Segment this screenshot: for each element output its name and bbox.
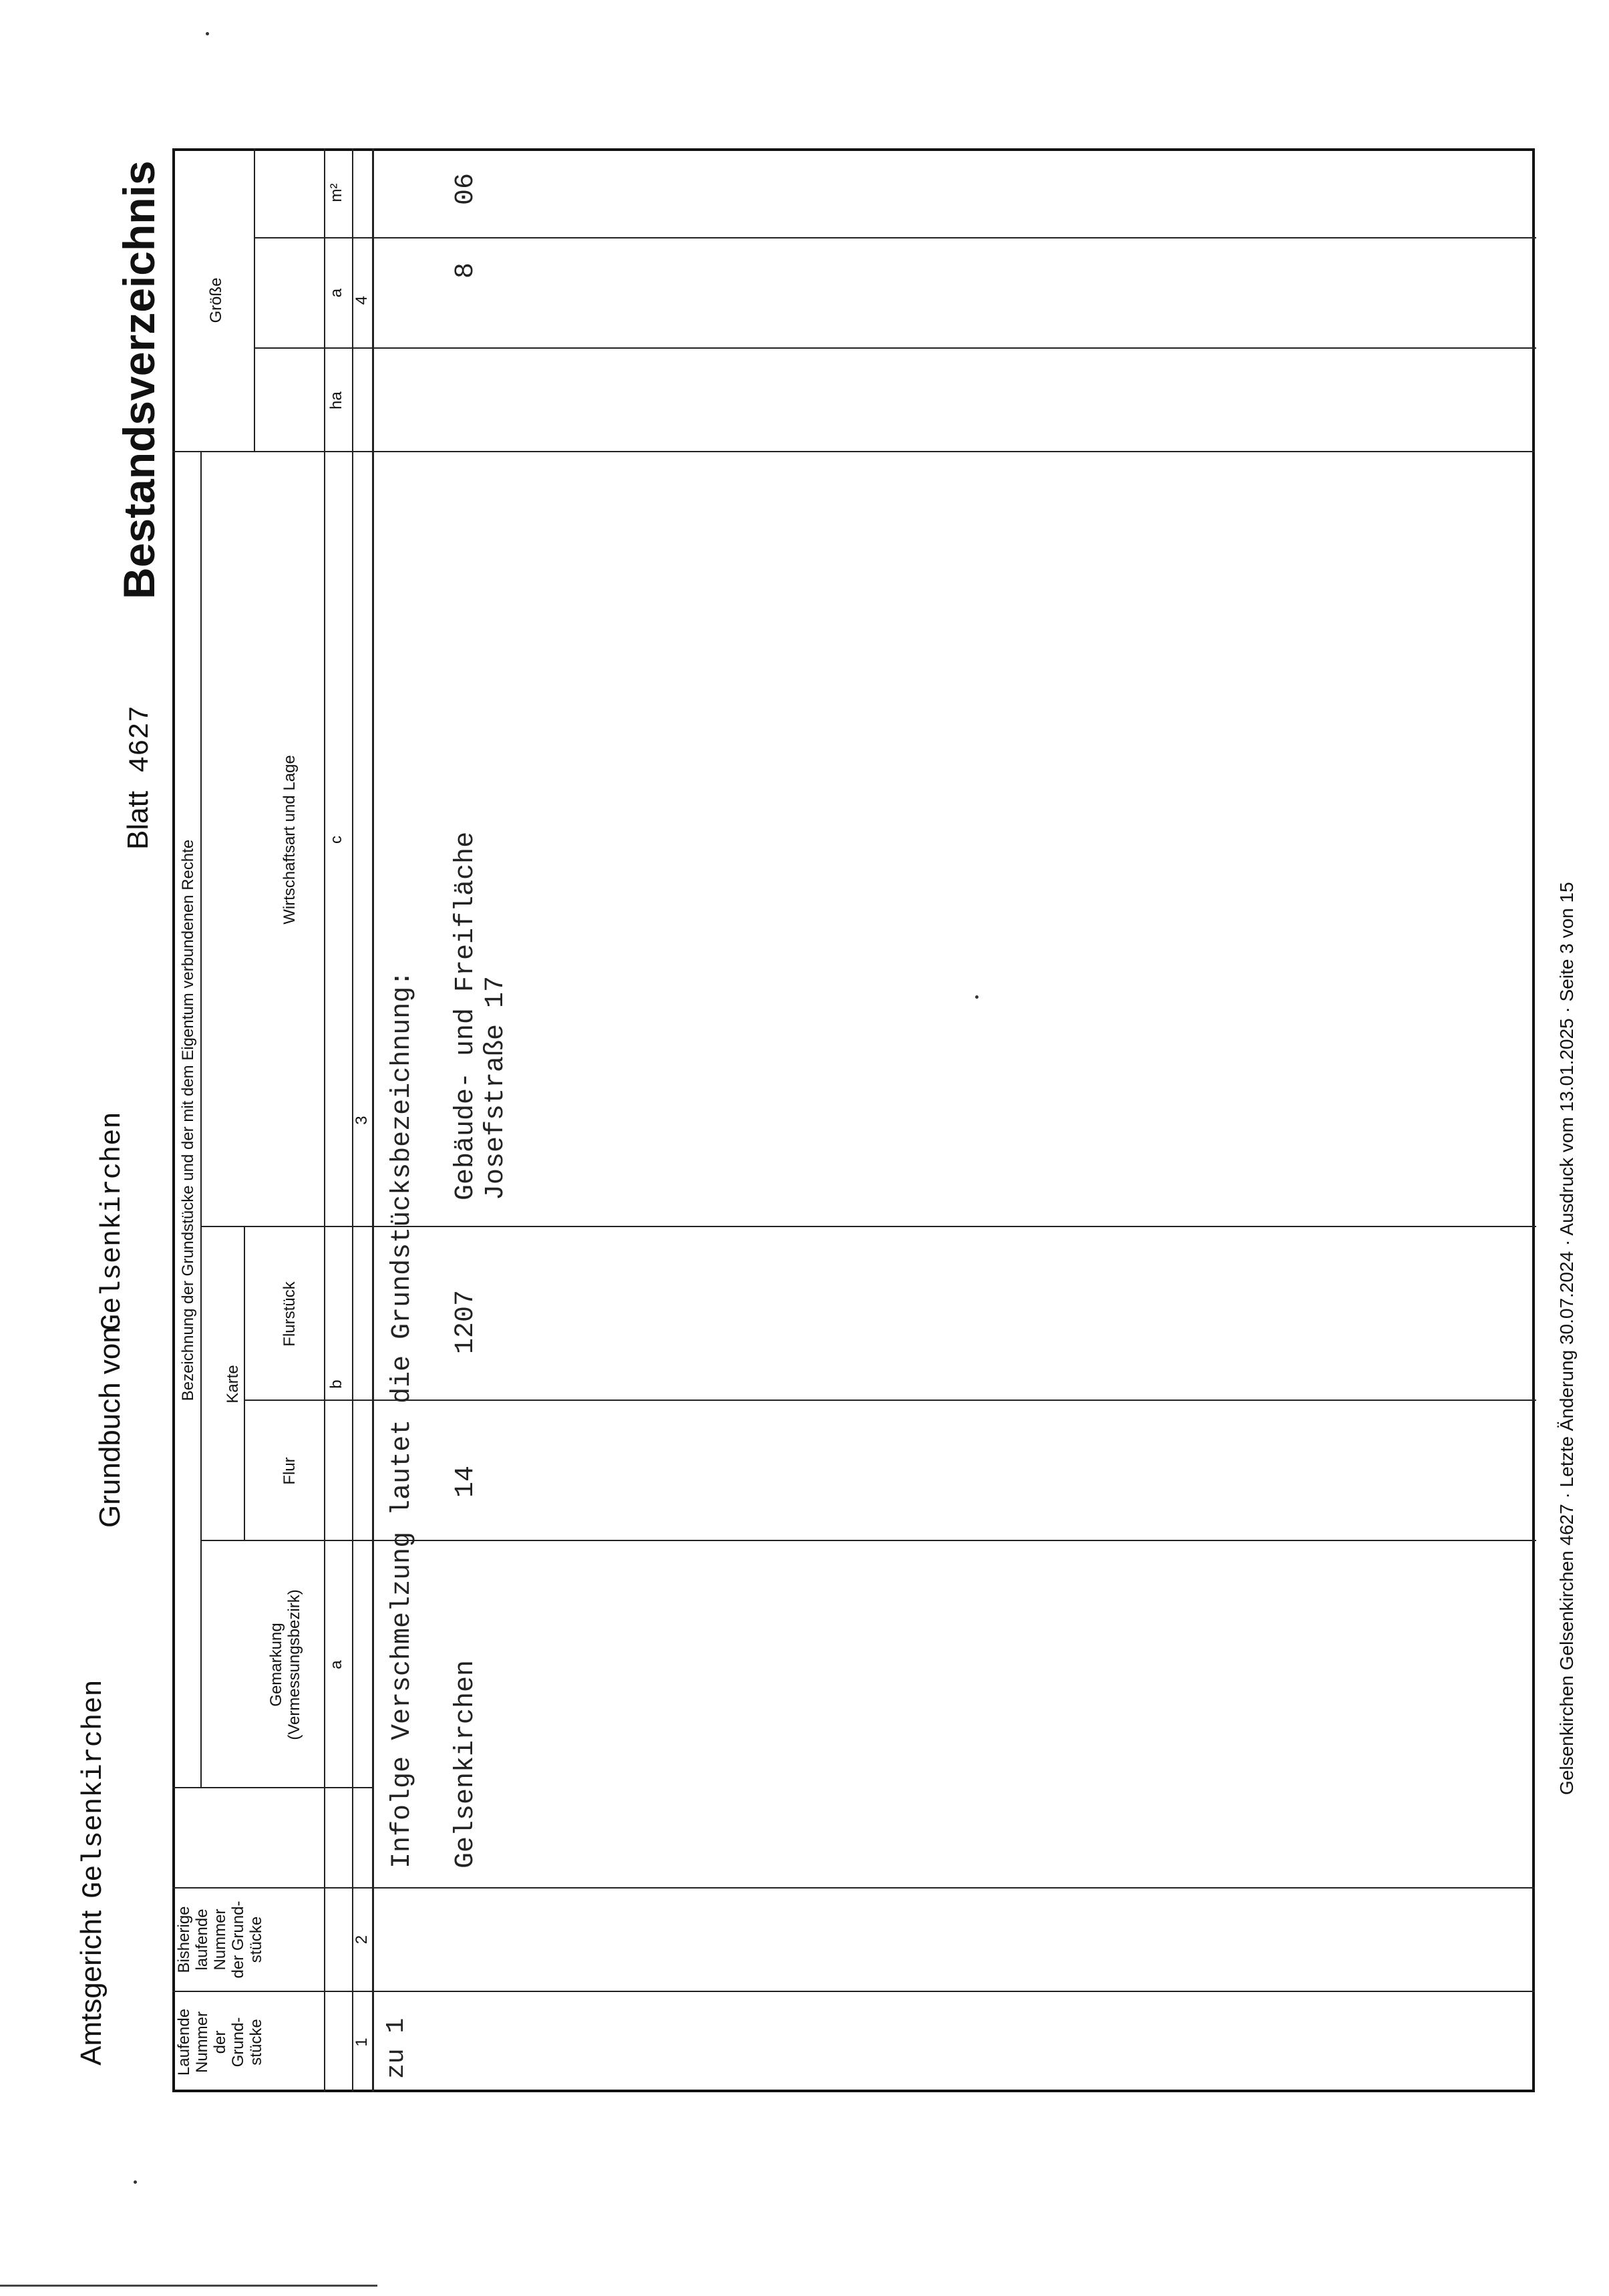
flur-header: Flur (281, 1457, 299, 1485)
col1-header: Laufende Nummer der Grund- stücke (175, 2008, 265, 2076)
wirtschaft-header: Wirtschaftsart und Lage (281, 755, 299, 925)
court-name: Gelsenkirchen (77, 1679, 110, 1899)
entry-lfd-nr: zu 1 (382, 2017, 411, 2079)
ha-header: ha (327, 391, 345, 409)
karte-letter: b (327, 1379, 345, 1389)
grundbuch-label: Grundbuch von (94, 1327, 126, 1528)
col2-num: 2 (353, 1935, 371, 1945)
blatt-number: 4627 (124, 705, 156, 773)
group-header: Bezeichnung der Grundstücke und der mit dem Eigentum verbundenen Rechte (179, 839, 197, 1402)
gemarkung-letter: a (327, 1660, 345, 1669)
groesse-header: Größe (207, 277, 225, 323)
scan-edge-line (0, 2285, 377, 2287)
entry-size-m2: 06 (451, 172, 481, 205)
a-header: a (327, 288, 345, 298)
gemarkung-header: Gemarkung (Vermessungsbezirk) (267, 1589, 303, 1740)
flurstueck-header: Flurstück (281, 1281, 299, 1347)
entry-wirtschaft-line1: Gebäude- und Freifläche (451, 831, 481, 1200)
col3-num: 3 (353, 1116, 371, 1125)
col1-num: 1 (353, 2037, 371, 2047)
blatt-label: Blatt (122, 790, 154, 850)
section-title: Bestandsverzeichnis (114, 160, 164, 599)
entry-flur: 14 (451, 1465, 481, 1498)
entry-note: Infolge Verschmelzung lautet die Grundstücksbezeichnung: (387, 970, 417, 1868)
page-footer: Gelsenkirchen Gelsenkirchen 4627 · Letzte Änderung 30.07.2024 · Ausdruck vom 13.01.2025 · Seite 3 von 15 (1556, 882, 1577, 1795)
wirtschaft-letter: c (327, 836, 345, 844)
entry-size-a: 8 (451, 262, 481, 279)
entry-flurstueck: 1207 (451, 1289, 481, 1354)
scan-speck (134, 2180, 137, 2184)
table-frame (172, 148, 1535, 2092)
grundbuch-name: Gelsenkirchen (96, 1112, 128, 1331)
col4-num: 4 (353, 295, 371, 305)
entry-wirtschaft-line2: Josefstraße 17 (481, 975, 511, 1200)
entry-gemarkung: Gelsenkirchen (451, 1659, 481, 1868)
scan-speck (975, 995, 978, 999)
scan-speck (206, 32, 209, 35)
col2-header: Bisherige laufende Nummer der Grund- stücke (175, 1901, 265, 1979)
m2-header: m² (327, 183, 345, 202)
court-label: Amtsgericht (75, 1910, 108, 2066)
karte-header: Karte (224, 1365, 242, 1404)
